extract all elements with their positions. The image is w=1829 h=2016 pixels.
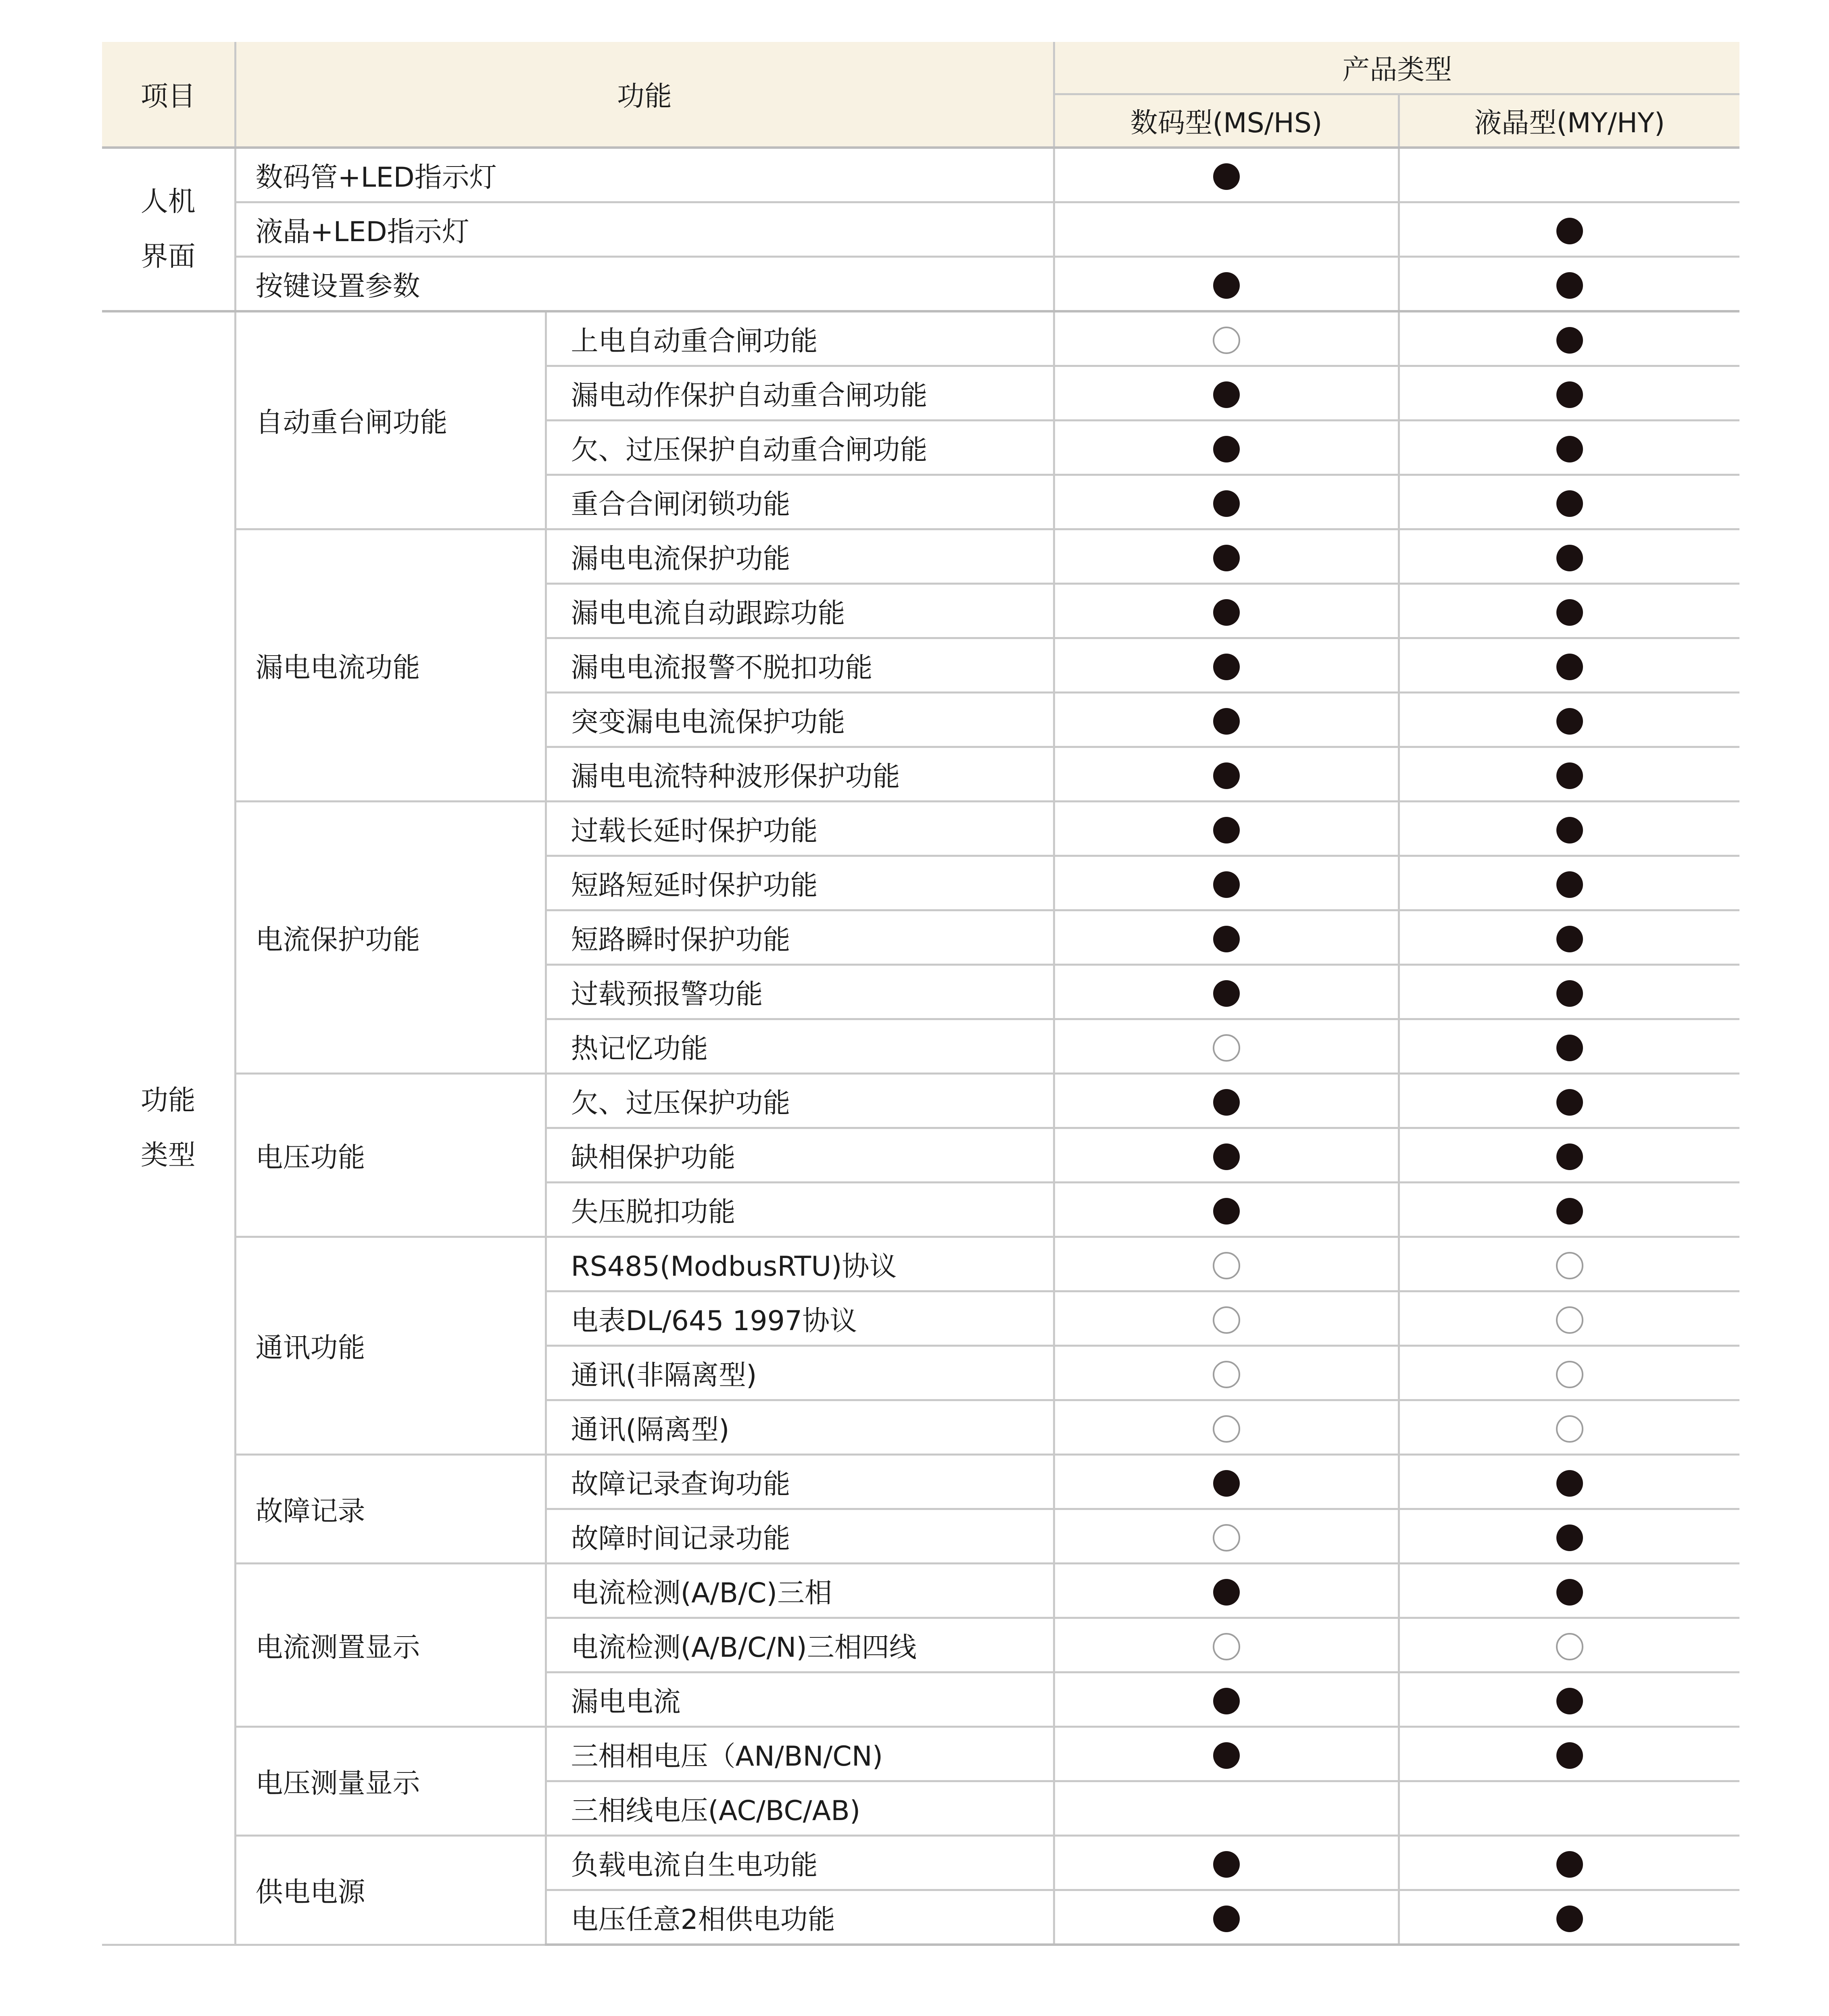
lcd-cell	[1399, 1346, 1739, 1400]
lcd-cell	[1399, 802, 1739, 856]
filled-circle-icon	[1213, 436, 1240, 462]
open-circle-icon	[1213, 1633, 1240, 1660]
digital-cell	[1054, 1836, 1399, 1890]
feature-name: 漏电电流报警不脱扣功能	[546, 638, 1054, 693]
header-product-type: 产品类型	[1054, 42, 1739, 94]
filled-circle-icon	[1556, 654, 1583, 680]
feature-name: 失压脱扣功能	[546, 1183, 1054, 1237]
lcd-cell	[1399, 693, 1739, 747]
table-row	[102, 529, 1739, 584]
digital-cell	[1054, 366, 1399, 421]
feature-name: 过载长延时保护功能	[546, 802, 1054, 856]
open-circle-icon	[1213, 1306, 1240, 1334]
filled-circle-icon	[1213, 654, 1240, 680]
feature-name: 重合合闸闭锁功能	[546, 475, 1054, 529]
lcd-cell	[1399, 1400, 1739, 1455]
filled-circle-icon	[1213, 490, 1240, 517]
open-circle-icon	[1556, 1306, 1583, 1334]
lcd-cell	[1399, 1237, 1739, 1291]
filled-circle-icon	[1556, 708, 1583, 735]
filled-circle-icon	[1556, 218, 1583, 244]
filled-circle-icon	[1556, 871, 1583, 898]
open-circle-icon	[1556, 1415, 1583, 1443]
digital-cell	[1054, 1074, 1399, 1128]
filled-circle-icon	[1213, 599, 1240, 626]
digital-cell	[1054, 1237, 1399, 1291]
lcd-cell	[1399, 311, 1739, 366]
open-circle-icon	[1556, 1252, 1583, 1279]
digital-cell	[1054, 910, 1399, 965]
feature-name: 通讯(非隔离型)	[546, 1346, 1054, 1400]
group-name: 电压功能	[235, 1074, 546, 1237]
lcd-cell	[1399, 1183, 1739, 1237]
feature-name: 故障记录查询功能	[546, 1455, 1054, 1509]
lcd-cell	[1399, 1781, 1739, 1836]
filled-circle-icon	[1556, 1198, 1583, 1225]
feature-name: 缺相保护功能	[546, 1128, 1054, 1183]
digital-cell	[1054, 1455, 1399, 1509]
table-header	[102, 42, 1739, 148]
filled-circle-icon	[1556, 1906, 1583, 1932]
header-lcd-type: 液晶型(MY/HY)	[1399, 94, 1739, 148]
group-name: 供电电源	[235, 1836, 546, 1945]
filled-circle-icon	[1556, 980, 1583, 1007]
section-label-line: 界面	[140, 241, 196, 273]
feature-name: 短路短延时保护功能	[546, 856, 1054, 910]
header-function: 功能	[235, 42, 1054, 148]
feature-name: 电流检测(A/B/C)三相	[546, 1564, 1054, 1618]
section-label	[102, 311, 235, 1945]
lcd-cell	[1399, 638, 1739, 693]
feature-name: RS485(ModbusRTU)协议	[546, 1237, 1054, 1291]
feature-name: 过载预报警功能	[546, 965, 1054, 1019]
digital-cell	[1054, 1727, 1399, 1781]
feature-name: 数码管+LED指示灯	[235, 148, 1054, 202]
filled-circle-icon	[1213, 1742, 1240, 1769]
lcd-cell	[1399, 1564, 1739, 1618]
lcd-cell	[1399, 1291, 1739, 1346]
feature-name: 通讯(隔离型)	[546, 1400, 1054, 1455]
filled-circle-icon	[1556, 599, 1583, 626]
digital-cell	[1054, 693, 1399, 747]
filled-circle-icon	[1556, 545, 1583, 571]
section-label-line: 功能	[140, 1084, 196, 1116]
group-name: 自动重台闸功能	[235, 311, 546, 529]
filled-circle-icon	[1213, 1906, 1240, 1932]
digital-cell	[1054, 584, 1399, 638]
filled-circle-icon	[1556, 762, 1583, 789]
lcd-cell	[1399, 747, 1739, 802]
filled-circle-icon	[1556, 381, 1583, 408]
filled-circle-icon	[1556, 1089, 1583, 1116]
digital-cell	[1054, 1346, 1399, 1400]
digital-cell	[1054, 1564, 1399, 1618]
digital-cell	[1054, 1183, 1399, 1237]
digital-cell	[1054, 1509, 1399, 1564]
lcd-cell	[1399, 1836, 1739, 1890]
filled-circle-icon	[1556, 1742, 1583, 1769]
group-name: 通讯功能	[235, 1237, 546, 1455]
feature-name: 电流检测(A/B/C/N)三相四线	[546, 1618, 1054, 1672]
lcd-cell	[1399, 856, 1739, 910]
digital-cell	[1054, 638, 1399, 693]
table-row	[102, 802, 1739, 856]
feature-name: 漏电动作保护自动重合闸功能	[546, 366, 1054, 421]
lcd-cell	[1399, 1672, 1739, 1727]
feature-name: 欠、过压保护功能	[546, 1074, 1054, 1128]
feature-name: 漏电电流自动跟踪功能	[546, 584, 1054, 638]
function-spec-table	[102, 42, 1739, 1946]
lcd-cell	[1399, 1890, 1739, 1945]
open-circle-icon	[1213, 1524, 1240, 1552]
filled-circle-icon	[1213, 1470, 1240, 1497]
lcd-cell	[1399, 1618, 1739, 1672]
digital-cell	[1054, 1890, 1399, 1945]
lcd-cell	[1399, 475, 1739, 529]
header-digital-type: 数码型(MS/HS)	[1054, 94, 1399, 148]
feature-name: 三相线电压(AC/BC/AB)	[546, 1781, 1054, 1836]
header-item: 项目	[102, 42, 235, 148]
lcd-cell	[1399, 366, 1739, 421]
lcd-cell	[1399, 1074, 1739, 1128]
feature-name: 电压任意2相供电功能	[546, 1890, 1054, 1945]
digital-cell	[1054, 202, 1399, 257]
filled-circle-icon	[1556, 1143, 1583, 1170]
digital-cell	[1054, 1618, 1399, 1672]
table-row	[102, 202, 1739, 257]
filled-circle-icon	[1213, 817, 1240, 843]
open-circle-icon	[1213, 327, 1240, 354]
lcd-cell	[1399, 1019, 1739, 1074]
open-circle-icon	[1213, 1034, 1240, 1062]
section-label	[102, 148, 235, 311]
feature-name: 电表DL/645 1997协议	[546, 1291, 1054, 1346]
lcd-cell	[1399, 202, 1739, 257]
feature-name: 热记忆功能	[546, 1019, 1054, 1074]
filled-circle-icon	[1213, 1851, 1240, 1878]
group-name: 漏电电流功能	[235, 529, 546, 802]
open-circle-icon	[1213, 1252, 1240, 1279]
filled-circle-icon	[1213, 1579, 1240, 1606]
open-circle-icon	[1556, 1361, 1583, 1388]
filled-circle-icon	[1556, 926, 1583, 952]
feature-name: 漏电电流保护功能	[546, 529, 1054, 584]
lcd-cell	[1399, 421, 1739, 475]
lcd-cell	[1399, 1727, 1739, 1781]
filled-circle-icon	[1556, 436, 1583, 462]
feature-name: 按键设置参数	[235, 257, 1054, 312]
group-name: 电流测置显示	[235, 1564, 546, 1727]
filled-circle-icon	[1213, 272, 1240, 299]
digital-cell	[1054, 1672, 1399, 1727]
digital-cell	[1054, 421, 1399, 475]
table-row	[102, 1237, 1739, 1291]
feature-name: 负载电流自生电功能	[546, 1836, 1054, 1890]
feature-name: 三相相电压（AN/BN/CN)	[546, 1727, 1054, 1781]
digital-cell	[1054, 747, 1399, 802]
feature-name: 上电自动重合闸功能	[546, 311, 1054, 366]
filled-circle-icon	[1556, 1524, 1583, 1551]
group-name: 电压测量显示	[235, 1727, 546, 1836]
group-name: 故障记录	[235, 1455, 546, 1564]
filled-circle-icon	[1556, 1470, 1583, 1497]
filled-circle-icon	[1556, 327, 1583, 354]
filled-circle-icon	[1556, 490, 1583, 517]
filled-circle-icon	[1556, 817, 1583, 843]
table-row	[102, 1564, 1739, 1618]
digital-cell	[1054, 1019, 1399, 1074]
digital-cell	[1054, 1128, 1399, 1183]
feature-name: 液晶+LED指示灯	[235, 202, 1054, 257]
digital-cell	[1054, 257, 1399, 312]
digital-cell	[1054, 802, 1399, 856]
digital-cell	[1054, 148, 1399, 202]
filled-circle-icon	[1213, 1089, 1240, 1116]
filled-circle-icon	[1213, 980, 1240, 1007]
lcd-cell	[1399, 1128, 1739, 1183]
table-row	[102, 148, 1739, 202]
section-label-line: 人机	[140, 186, 196, 218]
lcd-cell	[1399, 529, 1739, 584]
filled-circle-icon	[1556, 1035, 1583, 1061]
filled-circle-icon	[1213, 545, 1240, 571]
digital-cell	[1054, 1781, 1399, 1836]
table-body	[102, 148, 1739, 1945]
filled-circle-icon	[1556, 1688, 1583, 1714]
filled-circle-icon	[1556, 272, 1583, 299]
feature-name: 突变漏电电流保护功能	[546, 693, 1054, 747]
feature-name: 漏电电流	[546, 1672, 1054, 1727]
open-circle-icon	[1556, 1633, 1583, 1660]
feature-name: 故障时间记录功能	[546, 1509, 1054, 1564]
lcd-cell	[1399, 257, 1739, 312]
table-row	[102, 1727, 1739, 1781]
digital-cell	[1054, 1291, 1399, 1346]
filled-circle-icon	[1556, 1851, 1583, 1878]
table-row	[102, 257, 1739, 312]
digital-cell	[1054, 856, 1399, 910]
filled-circle-icon	[1213, 926, 1240, 952]
digital-cell	[1054, 965, 1399, 1019]
lcd-cell	[1399, 1455, 1739, 1509]
lcd-cell	[1399, 965, 1739, 1019]
filled-circle-icon	[1213, 163, 1240, 190]
lcd-cell	[1399, 584, 1739, 638]
group-name: 电流保护功能	[235, 802, 546, 1074]
open-circle-icon	[1213, 1361, 1240, 1388]
lcd-cell	[1399, 1509, 1739, 1564]
table-row	[102, 1455, 1739, 1509]
digital-cell	[1054, 1400, 1399, 1455]
digital-cell	[1054, 311, 1399, 366]
table-row	[102, 1074, 1739, 1128]
digital-cell	[1054, 529, 1399, 584]
filled-circle-icon	[1213, 1688, 1240, 1714]
filled-circle-icon	[1556, 1579, 1583, 1606]
feature-name: 短路瞬时保护功能	[546, 910, 1054, 965]
filled-circle-icon	[1213, 708, 1240, 735]
lcd-cell	[1399, 910, 1739, 965]
section-label-line: 类型	[140, 1139, 196, 1171]
table-row	[102, 1836, 1739, 1890]
open-circle-icon	[1213, 1415, 1240, 1443]
filled-circle-icon	[1213, 1143, 1240, 1170]
table-row	[102, 311, 1739, 366]
feature-name: 欠、过压保护自动重合闸功能	[546, 421, 1054, 475]
filled-circle-icon	[1213, 1198, 1240, 1225]
filled-circle-icon	[1213, 871, 1240, 898]
filled-circle-icon	[1213, 381, 1240, 408]
feature-name: 漏电电流特种波形保护功能	[546, 747, 1054, 802]
lcd-cell	[1399, 148, 1739, 202]
digital-cell	[1054, 475, 1399, 529]
filled-circle-icon	[1213, 762, 1240, 789]
